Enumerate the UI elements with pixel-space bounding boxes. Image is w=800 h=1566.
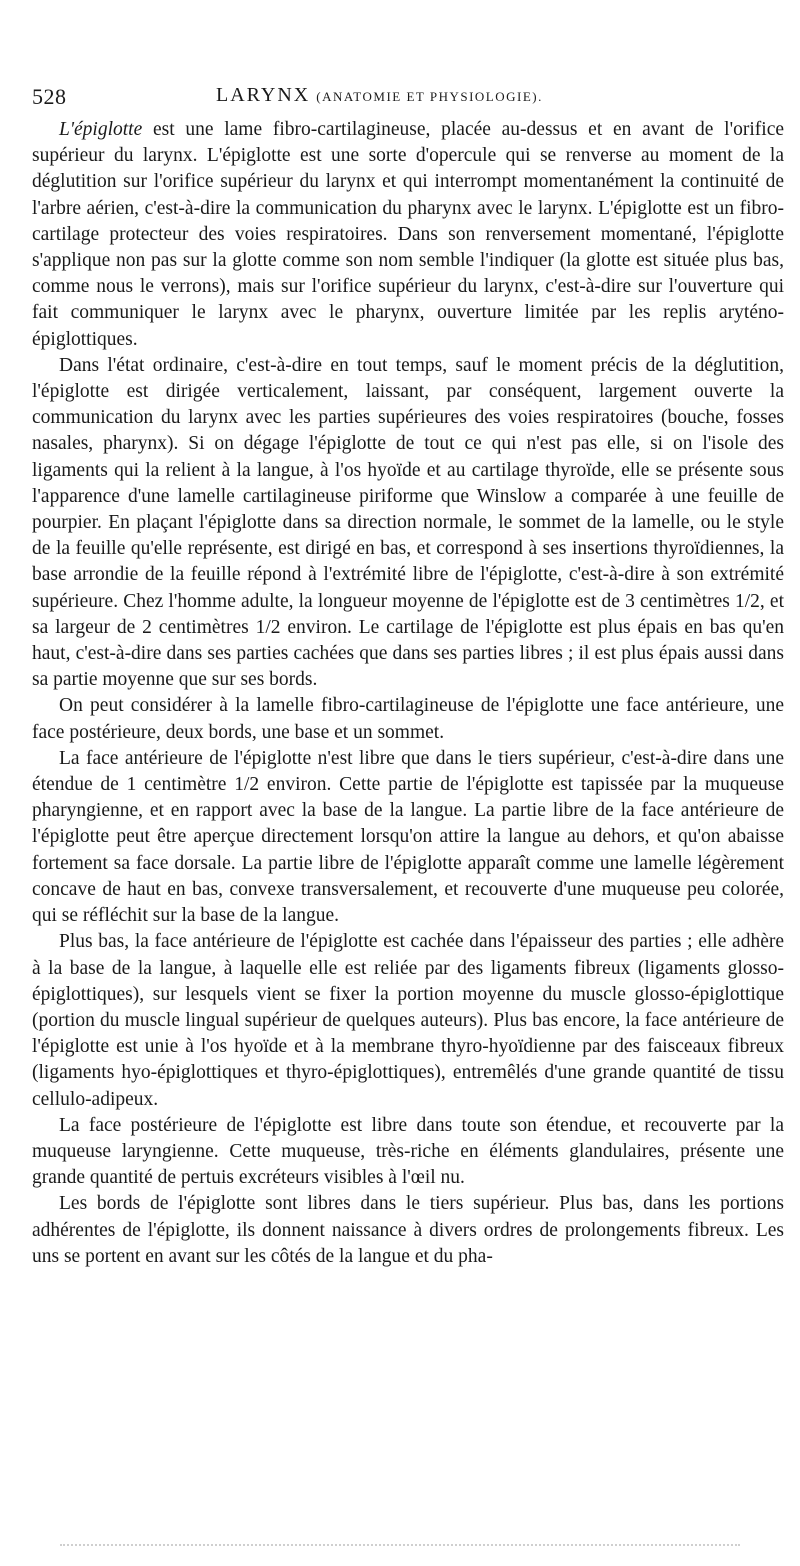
paragraph-1 — [32, 117, 784, 353]
paragraph-3: On peut considérer à la lamelle fibro-cartilagineuse de l'épiglotte une face antérieure, une face postérieure, deux bords, une base et un sommet. — [32, 695, 784, 743]
paragraph-4: La face antérieure de l'épiglotte n'est libre que dans le tiers supérieur, c'est-à-dire dans une étendue de 1 centimètre 1/2 environ. Cette partie de l'épiglotte est tapissée par la muqueuse pharyngienne, et en rapport avec la base de la langue. La partie libre de la face antérieure de l'épiglotte peut être aperçue directement lorsqu'on attire la langue au dehors, et qu'on abaisse fortement sa face dorsale. La partie libre de l'épiglotte apparaît comme une lamelle légèrement concave de haut en bas, convexe transversalement, et recouverte d'une muqueuse peu colorée, qui se réfléchit sur la base de la langue. — [32, 747, 784, 927]
running-title-main: LARYNX — [216, 84, 311, 106]
running-header — [32, 84, 782, 114]
footer-dotted-rule — [60, 1532, 740, 1546]
body-text — [32, 117, 784, 1270]
running-title — [216, 84, 543, 107]
paragraph-5: Plus bas, la face antérieure de l'épiglotte est cachée dans l'épaisseur des parties ; elle adhère à la base de la langue, à laquelle elle est reliée par des ligaments fibreux (ligaments glosso-épiglottiques), sur lesquels vient se fixer la portion moyenne du muscle glosso-épiglottique (portion du muscle lingual supérieur de quelques auteurs). Plus bas encore, la face antérieure de l'épiglotte est unie à l'os hyoïde et à la membrane thyro-hyoïdienne par des faisceaux fibreux (ligaments hyo-épiglottiques et thyro-épiglottiques), entremêlés d'une grande quantité de tissu cellulo-adipeux. — [32, 931, 784, 1110]
paragraph-6: La face postérieure de l'épiglotte est libre dans toute son étendue, et recouverte par la muqueuse laryngienne. Cette muqueuse, très-riche en éléments glandulaires, présente une grande quantité de pertuis excréteurs visibles à l'œil nu. — [32, 1114, 784, 1189]
running-title-sub: (ANATOMIE ET PHYSIOLOGIE). — [316, 89, 543, 104]
paragraph-1-text: est une lame fibro-cartilagineuse, placée au-dessus et en avant de l'orifice supérieur du larynx. L'épiglotte est une sorte d'opercule qui se renverse au moment de la déglutition sur l'orifice supérieur du larynx et qui interrompt momentanément la continuité de l'arbre aérien, c'est-à-dire la communication du pharynx avec le larynx. L'épiglotte est un fibro-cartilage protecteur des voies respiratoires. Dans son renversement momentané, l'épiglotte s'applique non pas sur la glotte comme son nom semble l'indiquer (la glotte est située plus bas, comme nous le verrons), mais sur l'orifice supérieur du larynx, c'est-à-dire sur l'ouverture qui fait communiquer le larynx avec le pharynx, ouverture limitée par les replis aryténo-épiglottiques. — [32, 119, 784, 350]
page-number: 528 — [32, 84, 67, 109]
paragraph-1-lead: L'épiglotte — [59, 119, 143, 140]
paragraph-7: Les bords de l'épiglotte sont libres dans le tiers supérieur. Plus bas, dans les portions adhérentes de l'épiglotte, ils donnent naissance à divers ordres de prolongements fibreux. Les uns se portent en avant sur les côtés de la langue et du pha- — [32, 1193, 784, 1267]
paragraph-2: Dans l'état ordinaire, c'est-à-dire en tout temps, sauf le moment précis de la déglutition, l'épiglotte est dirigée verticalement, laissant, par conséquent, largement ouverte la communication du larynx avec les parties supérieures des voies respiratoires (bouche, fosses nasales, pharynx). Si on dégage l'épiglotte de tout ce qui n'est pas elle, si on l'isole des ligaments qui la relient à la langue, à l'os hyoïde et au cartilage thyroïde, elle se présente sous l'apparence d'une lamelle cartilagineuse piriforme que Winslow a comparée à une feuille de pourpier. En plaçant l'épiglotte dans sa direction normale, le sommet de la lamelle, ou le style de la feuille qu'elle représente, est dirigé en bas, et correspond à ses insertions thyroïdiennes, la base arrondie de la feuille répond à l'extrémité libre de l'épiglotte, c'est-à-dire à son extrémité supérieure. Chez l'homme adulte, la longueur moyenne de l'épiglotte est de 3 centimètres 1/2, et sa largeur de 2 centimètres 1/2 environ. Le cartilage de l'épiglotte est plus épais en bas qu'en haut, c'est-à-dire dans ses parties cachées que dans ses parties libres ; il est plus épais aussi dans sa partie moyenne que sur ses bords. — [32, 354, 784, 691]
